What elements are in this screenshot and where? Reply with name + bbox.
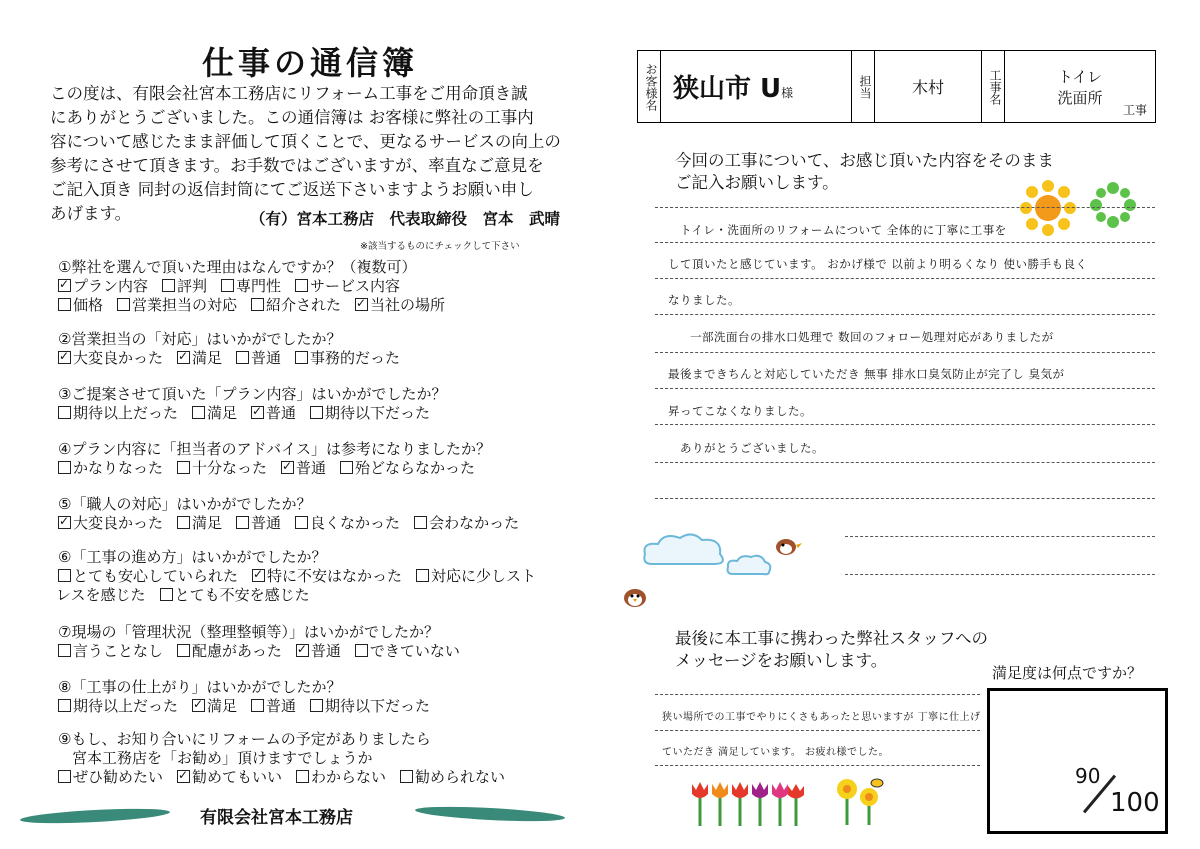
option-label: 十分なった [192, 459, 268, 477]
option-label: 言うことなし [73, 642, 164, 660]
comment-text: 昇ってこなくなりました。 [668, 404, 812, 418]
checkbox-icon[interactable] [177, 516, 190, 529]
option[interactable] [296, 768, 386, 786]
message-text: 狭い場所での工事でやりにくさもあったと思いますが 丁寧に仕上げ [662, 712, 981, 723]
checkbox-icon[interactable] [177, 461, 190, 474]
option[interactable] [160, 586, 310, 604]
question-title: ⑨もし、お知り合いにリフォームの予定がありましたら [58, 730, 431, 748]
checkbox-icon[interactable] [295, 516, 308, 529]
option[interactable] [414, 514, 519, 532]
option[interactable] [162, 277, 207, 295]
option-label: 紹介された [266, 296, 342, 314]
checked-checkbox-icon[interactable] [281, 461, 294, 474]
option-label: とても安心していられた [73, 567, 239, 585]
checked-checkbox-icon[interactable] [58, 516, 71, 529]
daisies-icon [833, 775, 887, 825]
comment-text: 最後まできちんと対応していただき 無事 排水口臭気防止が完了し 臭気が [668, 367, 1065, 381]
checkbox-icon[interactable] [160, 588, 173, 601]
intro-text [50, 82, 575, 226]
option-label: 満足 [207, 697, 238, 715]
option-label: 当社の場所 [370, 296, 446, 314]
option-label: 普通 [251, 349, 282, 367]
checked-checkbox-icon[interactable] [177, 770, 190, 783]
option[interactable] [310, 404, 430, 422]
option[interactable] [310, 697, 430, 715]
question-3 [58, 385, 446, 423]
option-row [58, 404, 446, 423]
question-2 [58, 330, 414, 368]
customer-suffix: 様 [781, 86, 794, 100]
question-title: ⑧「工事の仕上がり」はいかがでしたか？ [58, 678, 342, 696]
option-label: 期待以上だった [73, 697, 179, 715]
question-7 [58, 623, 474, 661]
intro-line: 参考にさせて頂きます。お手数ではございますが、率直なご意見を [50, 156, 544, 175]
question-title: ③ご提案させて頂いた「プラン内容」はいかがでしたか？ [58, 385, 447, 403]
option[interactable] [400, 768, 505, 786]
option-label: 普通 [310, 642, 341, 660]
bird-icon [772, 535, 802, 557]
message-line [655, 694, 980, 695]
option-label: 殆どならなかった [355, 459, 476, 477]
option[interactable] [295, 277, 400, 295]
option-label: 営業担当の対応 [132, 296, 238, 314]
checked-checkbox-icon[interactable] [252, 569, 265, 582]
question-title-line2: 宮本工務店を「お勧め」頂けますでしょうか [72, 749, 373, 767]
option-label: 普通 [266, 404, 297, 422]
option-row [58, 697, 444, 716]
option[interactable] [295, 349, 400, 367]
option[interactable] [251, 296, 341, 314]
checkbox-icon[interactable] [310, 699, 323, 712]
option-label: 普通 [296, 459, 327, 477]
comment-line [655, 388, 1155, 389]
option[interactable] [236, 514, 281, 532]
comment-text: ありがとうございました。 [680, 441, 824, 455]
option-label: 事務的だった [310, 349, 401, 367]
comment-text: なりました。 [668, 293, 740, 307]
option[interactable] [251, 404, 296, 422]
option[interactable] [58, 277, 148, 295]
comment-text: トイレ・洗面所のリフォームについて 全体的に丁寧に工事を [680, 223, 1007, 237]
option-label: 専門性 [236, 277, 282, 295]
option-row [58, 642, 474, 661]
header-table [637, 50, 1156, 123]
company-footer: 有限会社宮本工務店 [200, 808, 353, 828]
checkbox-icon[interactable] [355, 644, 368, 657]
option[interactable] [56, 586, 146, 604]
option-label: 満足 [207, 404, 238, 422]
option-label: 価格 [73, 296, 104, 314]
question-title: ⑤「職人の対応」はいかがでしたか？ [58, 495, 312, 513]
checkbox-icon[interactable] [58, 569, 71, 582]
bird-icon [620, 584, 650, 610]
page-title: 仕事の通信簿 [201, 44, 418, 82]
option-label: 会わなかった [429, 514, 520, 532]
question-9 [58, 730, 519, 787]
checkbox-icon[interactable] [58, 298, 71, 311]
intro-line: ご記入頂き 同封の返信封筒にてご返送下さいますようお願い申し [50, 180, 534, 199]
option-label: 普通 [266, 697, 297, 715]
option[interactable] [58, 642, 163, 660]
checkbox-icon[interactable] [162, 279, 175, 292]
option[interactable] [58, 296, 103, 314]
option-row [58, 514, 533, 533]
option-label: 普通 [251, 514, 282, 532]
option-label: 特に不安はなかった [267, 567, 403, 585]
customer-label: お客様名 [644, 62, 658, 111]
checkbox-icon[interactable] [117, 298, 130, 311]
comment-line [655, 207, 1155, 208]
option-row [58, 567, 550, 586]
option-label: 勧めてもいい [192, 768, 283, 786]
option-label: 大変良かった [73, 514, 164, 532]
option-label: 良くなかった [310, 514, 401, 532]
question-5 [58, 495, 533, 533]
checkbox-icon[interactable] [416, 569, 429, 582]
score-label: 満足度は何点ですか？ [992, 664, 1143, 682]
option-label: 配慮があった [192, 642, 282, 660]
option-label: 期待以下だった [325, 404, 431, 422]
option-label: かなりなった [73, 459, 164, 477]
sunflower-icon [1020, 180, 1076, 236]
option-label: 評判 [177, 277, 208, 295]
option[interactable] [355, 296, 445, 314]
question-1 [58, 258, 459, 315]
option-row [58, 768, 519, 787]
question-title: ①弊社を選んで頂いた理由はなんですか？（複数可） [58, 258, 417, 276]
signature: （有）宮本工務店 代表取締役 宮本 武晴 [250, 210, 561, 228]
option[interactable] [177, 349, 222, 367]
tulips-icon [688, 778, 806, 826]
work-suffix: 工事 [1122, 103, 1147, 117]
question-title: ④プラン内容に「担当者のアドバイス」は参考になりましたか？ [58, 440, 492, 458]
checked-checkbox-icon[interactable] [58, 279, 71, 292]
option-row [58, 277, 459, 296]
work-line-1: トイレ [1057, 67, 1103, 86]
prompt-line: 最後に本工事に携わった弊社スタッフへの [675, 629, 989, 648]
checkbox-icon[interactable] [251, 298, 264, 311]
decorative-swoosh-right [415, 804, 565, 824]
checkbox-icon[interactable] [251, 699, 264, 712]
check-note: ※該当するものにチェックして下さい [360, 241, 520, 252]
option-label: わからない [311, 768, 387, 786]
work-name-cell [1005, 51, 1156, 123]
message-prompt [675, 628, 988, 672]
checked-checkbox-icon[interactable] [296, 644, 309, 657]
checked-checkbox-icon[interactable] [177, 351, 190, 364]
option[interactable] [192, 697, 237, 715]
checkbox-icon[interactable] [296, 770, 309, 783]
option-label: プラン内容 [73, 277, 149, 295]
staff-label-cell [852, 51, 875, 123]
option[interactable] [177, 642, 282, 660]
intro-line: この度は、有限会社宮本工務店にリフォーム工事をご用命頂き誠 [50, 84, 528, 103]
option-label: できていない [369, 642, 460, 660]
work-label-cell [982, 51, 1005, 123]
cloud-icon [725, 552, 773, 580]
prompt-line: 今回の工事について、お感じ頂いた内容をそのまま [675, 151, 1054, 170]
option-row [58, 459, 491, 478]
option[interactable] [355, 642, 460, 660]
checkbox-icon[interactable] [310, 406, 323, 419]
work-label: 工事名 [988, 68, 1002, 105]
option[interactable] [221, 277, 281, 295]
checkbox-icon[interactable] [221, 279, 234, 292]
work-line-2: 洗面所 [1057, 88, 1103, 107]
customer-name-cell [661, 51, 852, 123]
option[interactable] [251, 697, 296, 715]
comment-line [655, 352, 1155, 353]
option-label: レスを感じた [56, 586, 146, 604]
decorative-swoosh-left [20, 806, 170, 826]
option-label: ぜひ勧めたい [73, 768, 164, 786]
option[interactable] [58, 697, 178, 715]
question-4 [58, 440, 491, 478]
comment-line [655, 498, 1155, 499]
option[interactable] [117, 296, 237, 314]
option[interactable] [58, 567, 238, 585]
staff-name: 木村 [875, 51, 982, 123]
option[interactable] [296, 642, 341, 660]
option[interactable] [192, 404, 237, 422]
option[interactable] [58, 459, 163, 477]
option-label: 期待以下だった [325, 697, 431, 715]
checkbox-icon[interactable] [58, 406, 71, 419]
option[interactable] [58, 349, 163, 367]
checked-checkbox-icon[interactable] [192, 699, 205, 712]
comment-prompt [675, 150, 1054, 194]
question-8 [58, 678, 444, 716]
message-line [655, 730, 980, 731]
intro-line: にありがとうございました。この通信簿は お客様に弊社の工事内 [50, 108, 534, 127]
option-label: 満足 [192, 514, 223, 532]
customer-label-cell [638, 51, 661, 123]
prompt-line: ご記入お願いします。 [675, 173, 839, 192]
comment-line [655, 424, 1155, 425]
option[interactable] [252, 567, 402, 585]
intro-line: 容について感じたまま評価して頂くことで、更なるサービスの向上の [50, 132, 561, 151]
comment-text: 一部洗面台の排水口処理で 数回のフォロー処理対応がありましたが [690, 330, 1054, 344]
message-line [655, 765, 980, 766]
option-label: とても不安を感じた [174, 586, 310, 604]
question-title: ⑥「工事の進め方」はいかがでしたか？ [58, 548, 327, 566]
cloud-icon [640, 530, 730, 572]
checkbox-icon[interactable] [400, 770, 413, 783]
checkbox-icon[interactable] [340, 461, 353, 474]
option[interactable] [236, 349, 281, 367]
option[interactable] [340, 459, 475, 477]
comment-text: して頂いたと感じています。 おかげ様で 以前より明るくなり 使い勝手も良く [668, 257, 1088, 271]
option[interactable] [295, 514, 400, 532]
comment-line [655, 278, 1155, 279]
comment-line [655, 242, 1155, 243]
checkbox-icon[interactable] [58, 699, 71, 712]
option[interactable] [58, 768, 163, 786]
customer-name: 狭山市 U [673, 74, 782, 104]
checkbox-icon[interactable] [58, 644, 71, 657]
checkbox-icon[interactable] [236, 351, 249, 364]
checkbox-icon[interactable] [236, 516, 249, 529]
checkbox-icon[interactable] [58, 461, 71, 474]
option-label: 期待以上だった [73, 404, 179, 422]
prompt-line: メッセージをお願いします。 [675, 651, 888, 670]
checkbox-icon[interactable] [177, 644, 190, 657]
question-title: ⑦現場の「管理状況（整理整頓等）」はいかがでしたか？ [58, 623, 439, 641]
option-row [58, 296, 459, 315]
option[interactable] [58, 514, 163, 532]
intro-line: あげます。 [50, 204, 132, 223]
checkbox-icon[interactable] [192, 406, 205, 419]
option-label: 満足 [192, 349, 223, 367]
checked-checkbox-icon[interactable] [355, 298, 368, 311]
option-label: サービス内容 [310, 277, 401, 295]
message-text: ていただき 満足しています。 お疲れ様でした。 [662, 747, 890, 758]
option-label: 大変良かった [73, 349, 164, 367]
option[interactable] [281, 459, 326, 477]
option-label: 対応に少しスト [431, 567, 537, 585]
checked-checkbox-icon[interactable] [58, 351, 71, 364]
checkbox-icon[interactable] [58, 770, 71, 783]
option[interactable] [177, 768, 282, 786]
staff-label: 担当 [858, 74, 872, 99]
comment-line [655, 314, 1155, 315]
option-row [58, 349, 414, 368]
question-title: ②営業担当の「対応」はいかがでしたか？ [58, 330, 342, 348]
score-total: 100 [1110, 788, 1160, 818]
checkbox-icon[interactable] [414, 516, 427, 529]
comment-line [655, 462, 1155, 463]
question-6 [58, 548, 550, 605]
option[interactable] [177, 459, 267, 477]
option-label: 勧められない [415, 768, 506, 786]
comment-line [845, 536, 1155, 537]
checkbox-icon[interactable] [295, 279, 308, 292]
checkbox-icon[interactable] [295, 351, 308, 364]
score-given: 90 [1075, 764, 1101, 788]
green-flower-icon [1090, 182, 1136, 228]
option-row [58, 586, 550, 605]
option[interactable] [58, 404, 178, 422]
option[interactable] [177, 514, 222, 532]
checked-checkbox-icon[interactable] [251, 406, 264, 419]
comment-line [845, 574, 1155, 575]
option[interactable] [416, 567, 536, 585]
